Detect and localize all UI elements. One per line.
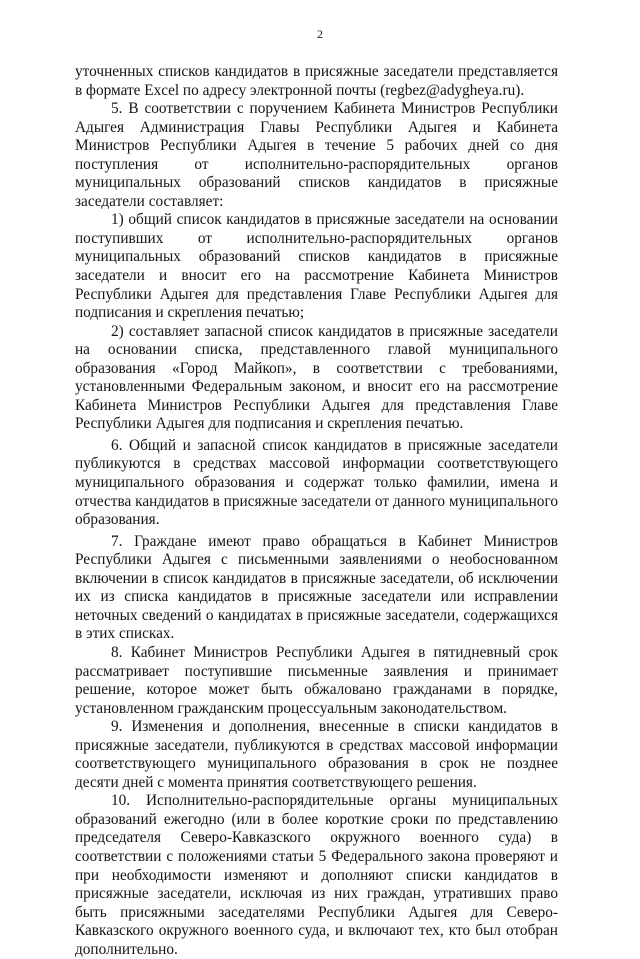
paragraph-item-8: 8. Кабинет Министров Республики Адыгея в пятидневный срок рассматривает поступившие письменные заявления и принимает решение, которое может быть обжаловано гражданами в порядке, установленном гражданским процессуальным законодательством. (75, 643, 558, 717)
paragraph-item-10: 10. Исполнительно-распорядительные органы муниципальных образований ежегодно (или в более короткие сроки по представлению председателя Северо-Кавказского окружного военного суда) в соответствии с положениями статьи 5 Федерального закона проверяют и при необходимости изменяют и дополняют списки кандидатов в присяжные заседатели, исключая из них граждан, утративших право быть присяжными заседателями Республики Адыгея для Северо-Кавказского окружного военного суда, и включают тех, кто был отобран дополнительно. (75, 792, 558, 958)
document-body (75, 63, 558, 959)
paragraph-item-7: 7. Граждане имеют право обращаться в Кабинет Министров Республики Адыгея с письменными заявлениями о необоснованном включении в список кандидатов в присяжные заседатели, об исключении их из списка кандидатов в присяжные заседатели или исправлении неточных сведений о кандидатах в присяжные заседатели, содержащихся в этих списках. (75, 532, 558, 643)
page-number: 2 (317, 27, 323, 41)
paragraph-continuation: уточненных списков кандидатов в присяжные заседатели представляется в формате Excel по адресу электронной почты (regbez@adygheya.ru). (75, 63, 558, 99)
paragraph-subitem-2: 2) составляет запасной список кандидатов в присяжные заседатели на основании списка, представленного главой муниципального образования «Город Майкоп», в соответствии с требованиями, установленными Федеральным законом, и вносит его на рассмотрение Кабинета Министров Республики Адыгея для представления Главе Республики Адыгея для подписания и скрепления печатью. (75, 322, 558, 433)
paragraph-subitem-1: 1) общий список кандидатов в присяжные заседатели на основании поступивших от исполнительно-распорядительных органов муниципальных образований списков кандидатов в присяжные заседатели и вносит его на рассмотрение Кабинета Министров Республики Адыгея для представления Главе Республики Адыгея для подписания и скрепления печатью; (75, 211, 558, 322)
paragraph-item-9: 9. Изменения и дополнения, внесенные в списки кандидатов в присяжные заседатели, публикуются в средствах массовой информации соответствующего муниципального образования в срок не позднее десяти дней с момента принятия соответствующего решения. (75, 718, 558, 791)
paragraph-item-6: 6. Общий и запасной список кандидатов в присяжные заседатели публикуются в средствах массовой информации соответствующего муниципального образования и содержат только фамилии, имена и отчества кандидатов в присяжные заседатели от данного муниципального образования. (75, 436, 558, 529)
paragraph-item-5: 5. В соответствии с поручением Кабинета Министров Республики Адыгея Администрация Главы Республики Адыгея и Кабинета Министров Республики Адыгея в течение 5 рабочих дней со дня поступления от исполнительно-распорядительных органов муниципальных образований списков кандидатов в присяжные заседатели составляет: (75, 100, 558, 210)
